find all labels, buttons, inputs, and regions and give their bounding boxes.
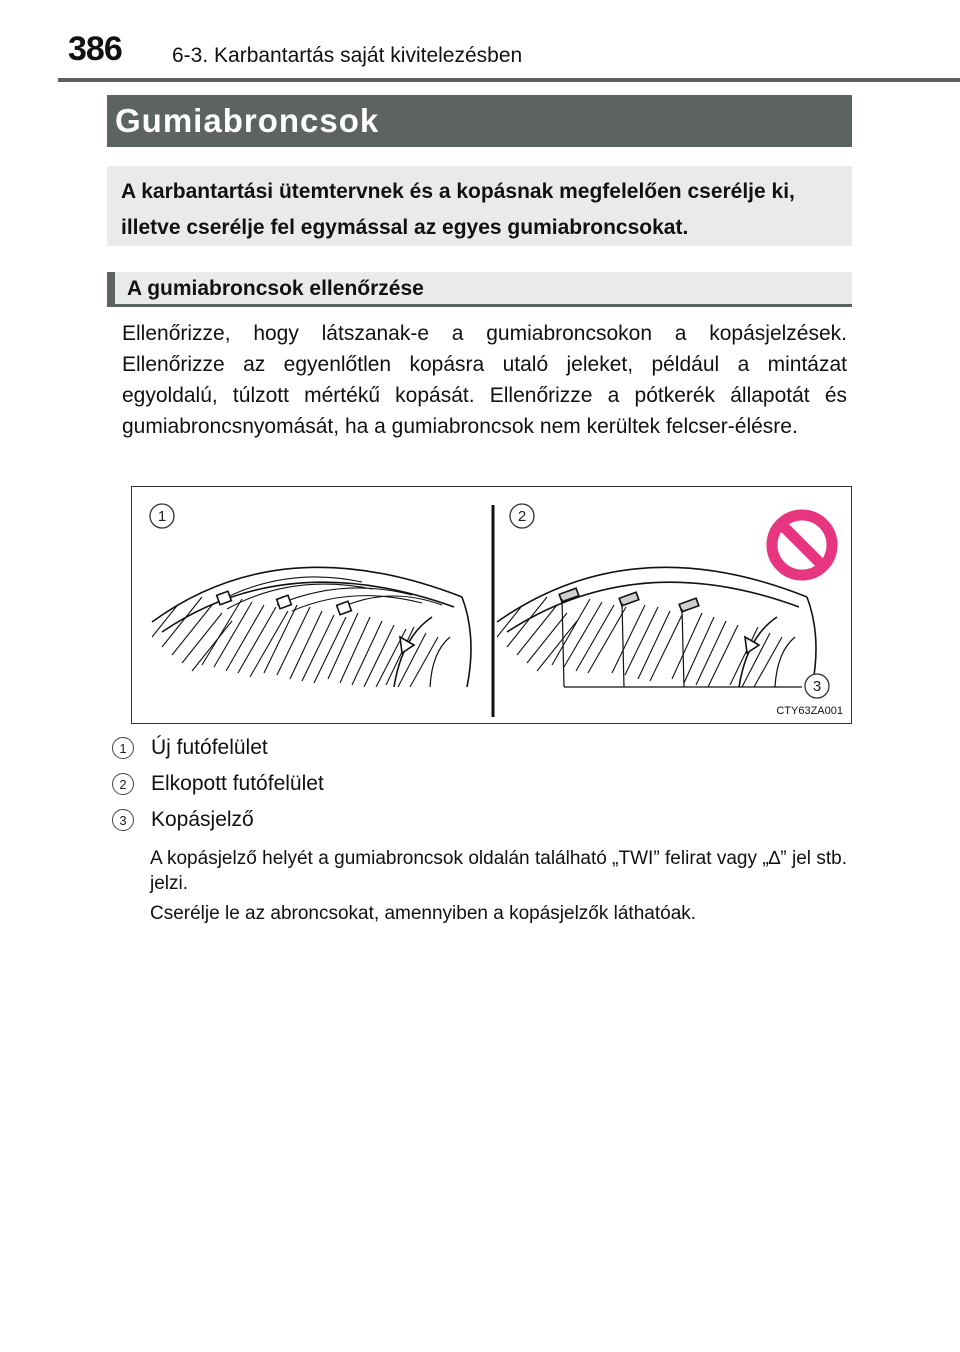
legend-number: 2 xyxy=(112,773,134,795)
legend-text: Kopásjelző xyxy=(151,808,254,831)
callout-3-label: 3 xyxy=(812,678,822,695)
subsection-heading xyxy=(107,272,852,307)
legend-text: Elkopott futófelület xyxy=(151,772,324,795)
header-divider xyxy=(58,78,960,82)
page-title-text: Gumiabroncsok xyxy=(115,102,380,139)
worn-tread-tire-icon xyxy=(497,567,816,687)
intro-text: A karbantartási ütemtervnek és a kopásnak megfelelően cserélje ki, illetve cserélje fel egymással az egyes gumiabroncsokat. xyxy=(121,180,795,239)
prohibited-icon xyxy=(772,515,832,575)
subsection-accent xyxy=(107,272,115,304)
tire-figure xyxy=(131,486,852,724)
tire-illustration xyxy=(132,487,853,725)
legend-item xyxy=(112,734,268,762)
legend-number: 1 xyxy=(112,737,134,759)
legend-number: 3 xyxy=(112,809,134,831)
note-paragraph: A kopásjelző helyét a gumiabroncsok oldalán található „TWI” felirat vagy „∆” jel stb. jelzi. xyxy=(150,848,847,894)
page-title xyxy=(107,95,852,147)
callout-2-label: 2 xyxy=(517,508,527,525)
page-number: 386 xyxy=(68,30,122,68)
new-tread-tire-icon xyxy=(152,567,471,687)
note-paragraph: Cserélje le az abroncsokat, amennyiben a kopásjelzők láthatóak. xyxy=(150,903,697,924)
legend-item xyxy=(112,770,324,798)
callout-1-label: 1 xyxy=(157,508,167,525)
legend-item xyxy=(112,806,254,834)
body-paragraph: Ellenőrizze, hogy látszanak-e a gumiabroncsokon a kopásjelzések. Ellenőrizze az egyenlőtlen kopásra utaló jeleket, például a mintázat egyoldalú, túlzott mértékű kopását. Ellenőrizze a pótkerék állapotát és gumiabroncsnyomását, ha a gumiabroncsok nem kerültek felcser-élésre. xyxy=(122,322,847,438)
legend-text: Új futófelület xyxy=(151,736,268,759)
subsection-title: A gumiabroncsok ellenőrzése xyxy=(127,277,424,300)
figure-code: CTY63ZA001 xyxy=(776,705,843,717)
section-header: 6-3. Karbantartás saját kivitelezésben xyxy=(172,44,523,67)
intro-box xyxy=(107,166,852,246)
